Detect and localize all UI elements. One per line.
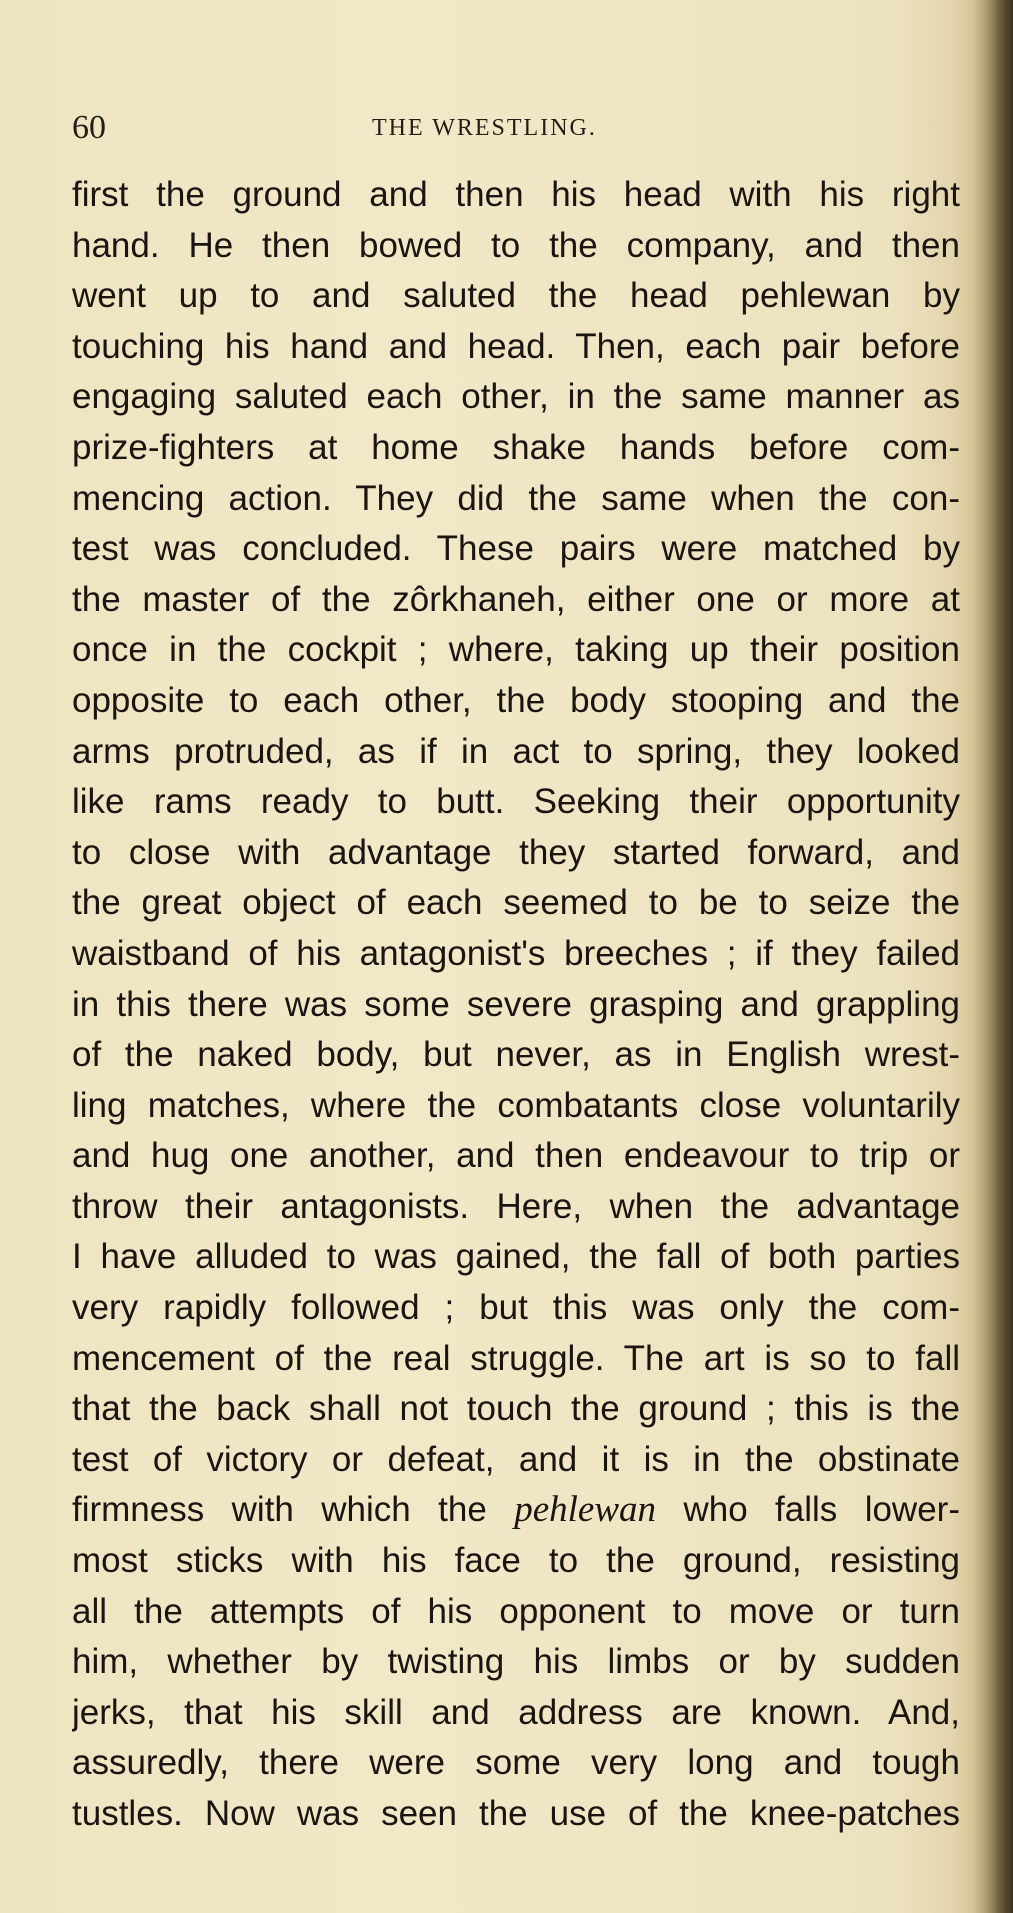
text-line: [72, 1485, 960, 1536]
text-line: ling matches, where the combatants close voluntarily: [72, 1085, 960, 1125]
text-line: touching his hand and head. Then, each pair before: [72, 326, 960, 366]
text-line: first the ground and then his head with his right: [72, 175, 960, 214]
text-line: engaging saluted each other, in the same manner as: [72, 377, 960, 417]
text-line: like rams ready to butt. Seeking their opportunity: [72, 782, 960, 822]
running-title: THE WRESTLING.: [372, 115, 597, 141]
text-line: all the attempts of his opponent to move or turn: [72, 1591, 960, 1631]
text-line: of the naked body, but never, as in English wrest-: [72, 1035, 960, 1075]
text-line: the master of the zôrkhaneh, either one or more at: [72, 579, 960, 619]
text-line: mencement of the real struggle. The art is so to fall: [72, 1338, 960, 1378]
text-line: prize-fighters at home shake hands before com-: [72, 427, 960, 467]
text-line: waistband of his antagonist's breeches ; if they failed: [72, 933, 960, 973]
text-line: and hug one another, and then endeavour to trip or: [72, 1136, 960, 1176]
text-line: throw their antagonists. Here, when the advantage: [72, 1186, 960, 1226]
text-line: mencing action. They did the same when the con-: [72, 478, 960, 518]
body-text: [72, 170, 960, 1840]
text-line: jerks, that his skill and address are known. And,: [72, 1692, 960, 1732]
text-line: went up to and saluted the head pehlewan by: [72, 276, 960, 316]
page-number: 60: [72, 109, 106, 146]
text-line: most sticks with his face to the ground, resisting: [72, 1541, 960, 1581]
text-line: I have alluded to was gained, the fall of both parties: [72, 1237, 960, 1277]
text-line: hand. He then bowed to the company, and then: [72, 225, 960, 265]
text-line: assuredly, there were some very long and tough: [72, 1743, 960, 1783]
text-line: arms protruded, as if in act to spring, they looked: [72, 731, 960, 771]
italic-word: pehlewan: [514, 1489, 657, 1531]
text-line: tustles. Now was seen the use of the knee-patches: [72, 1794, 960, 1833]
text-line: very rapidly followed ; but this was only the com-: [72, 1288, 960, 1328]
text-fragment: who falls lower-: [656, 1490, 960, 1530]
text-line: him, whether by twisting his limbs or by sudden: [72, 1642, 960, 1682]
text-fragment: firmness with which the: [72, 1490, 515, 1530]
text-line: opposite to each other, the body stooping and the: [72, 680, 960, 720]
text-line: that the back shall not touch the ground ; this is the: [72, 1389, 960, 1429]
text-line: the great object of each seemed to be to seize the: [72, 883, 960, 923]
text-line: once in the cockpit ; where, taking up their position: [72, 630, 960, 670]
text-line: in this there was some severe grasping and grappling: [72, 984, 960, 1024]
text-line: test of victory or defeat, and it is in the obstinate: [72, 1439, 960, 1479]
text-line: to close with advantage they started forward, and: [72, 832, 960, 872]
text-line: test was concluded. These pairs were matched by: [72, 529, 960, 569]
running-head: [72, 108, 952, 148]
spine-shadow: [973, 0, 1013, 1913]
